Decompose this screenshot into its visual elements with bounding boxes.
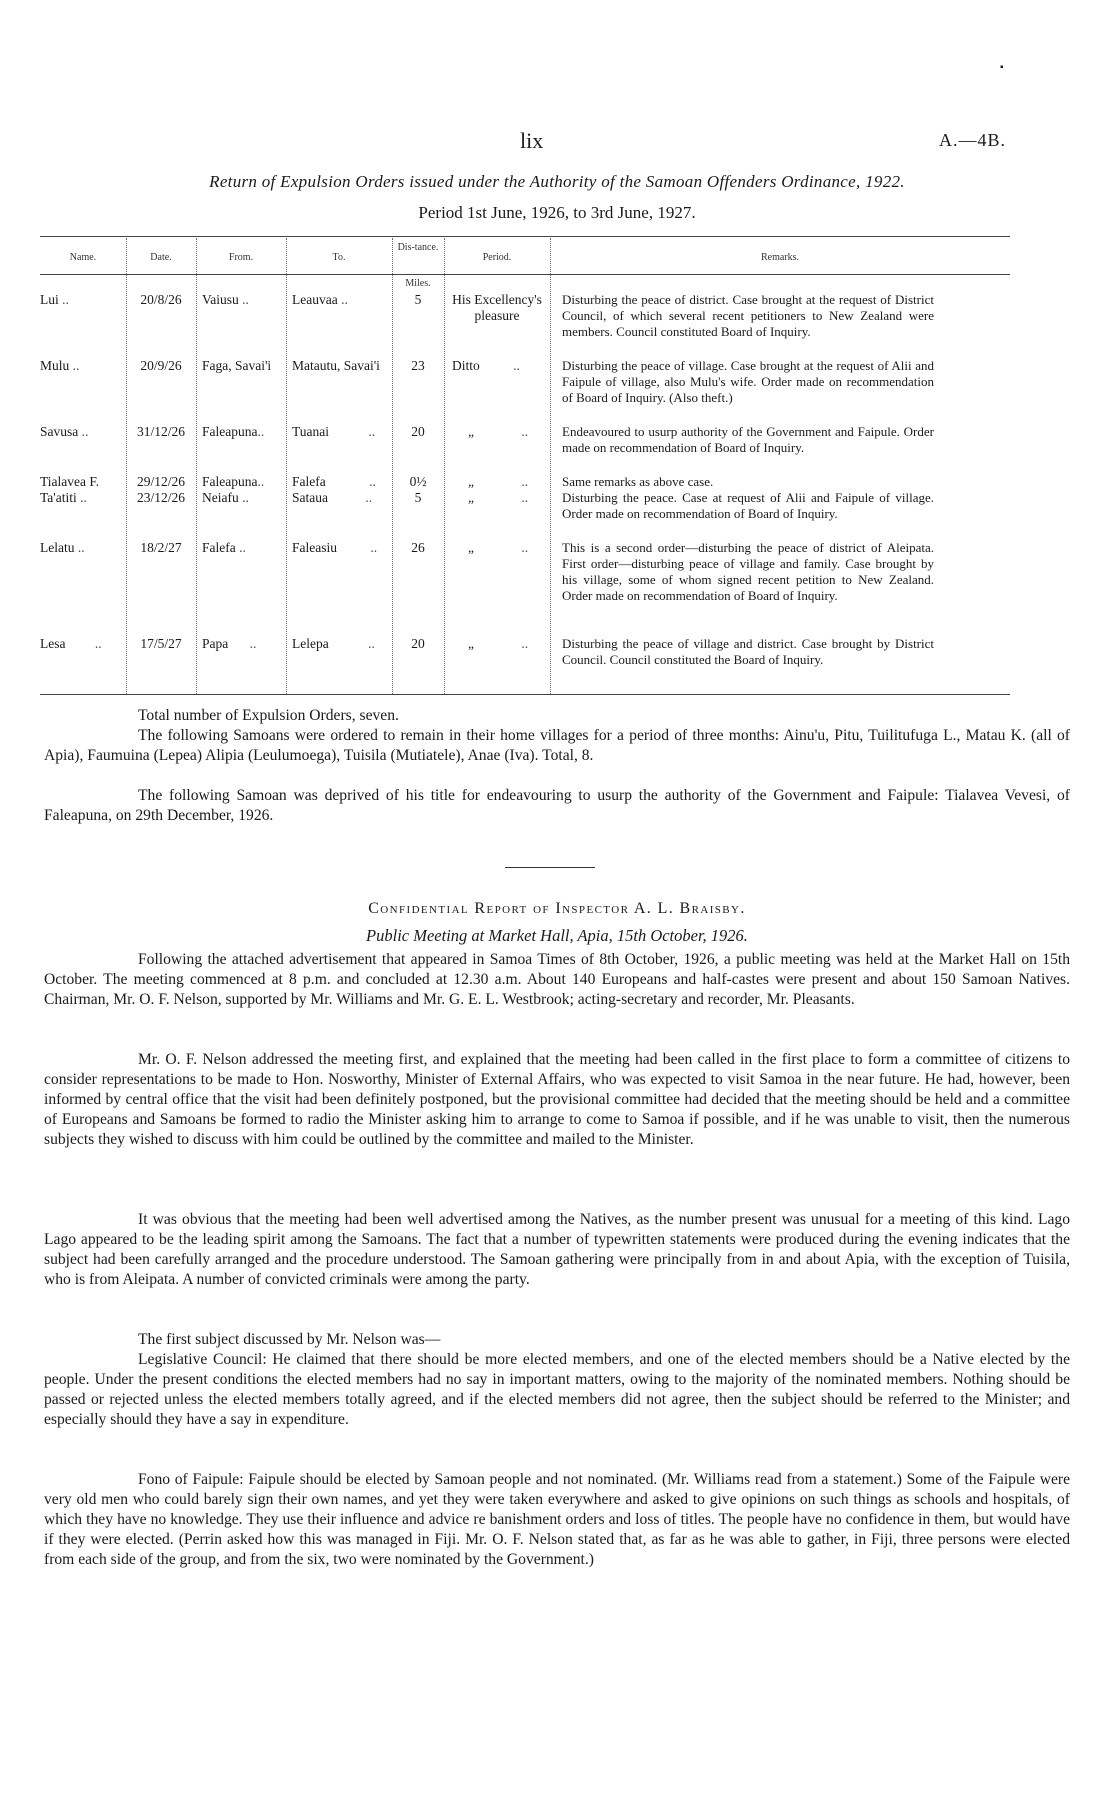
column-divider bbox=[286, 238, 287, 694]
summary-remain: The following Samoans were ordered to remain in their home villages for a period of three months: Ainu'u, Pitu, Tuilitufuga L., Matau K. (all of Apia), Faumuina (Lepea) Alipia (Leulumoega), Tuisila (Mutiatele), Anae (Iva). Total, 8. bbox=[44, 727, 1070, 764]
cell-to: Matautu, Savai'i bbox=[292, 358, 380, 373]
column-divider bbox=[196, 238, 197, 694]
cell-from: Faleapuna.. bbox=[202, 474, 265, 489]
section-divider bbox=[505, 867, 595, 868]
cell-period: „ .. bbox=[468, 636, 529, 651]
report-paragraph: Mr. O. F. Nelson addressed the meeting first, and explained that the meeting had been called in the first place to form a committee of citizens to consider representations to be made to Hon. Nosworthy, Minister of External Affairs, who was expected to visit Samoa in the near future. He had, however, been informed by central office that the visit had been definitely postponed, but the provisional committee had decided that the meeting should be held and a committee of Europeans and Samoans be formed to radio the Minister asking him to arrange to come to Samoa if possible, and if he was unable to visit, then the numerous subjects they wished to discuss with him could be outlined by the committee and mailed to the Minister. bbox=[44, 1051, 1070, 1148]
cell-date: 31/12/26 bbox=[136, 424, 185, 439]
cell-remarks: Endeavoured to usurp authority of the Government and Faipule. Order made on recommendation of Board of Inquiry. bbox=[562, 424, 934, 455]
cell-distance: 20 bbox=[411, 636, 425, 651]
cell-period: „ .. bbox=[468, 424, 529, 439]
report-paragraph: Following the attached advertisement that appeared in Samoa Times of 8th October, 1926, a public meeting was held at the Market Hall on 15th October. The meeting commenced at 8 p.m. and concluded at 12.30 a.m. About 140 Europeans and half-castes were present and about 150 Samoan Natives. Chairman, Mr. O. F. Nelson, supported by Mr. Williams and Mr. G. E. L. Westbrook; acting-secretary and recorder, Mr. Pleasants. bbox=[44, 951, 1070, 1008]
cell-remarks: This is a second order—disturbing the peace of district of Aleipata. First order—disturbing peace of village and family. Case brought by his village, some of whom signed recent petition to New Zealand. Order made on recommendation of Board of Inquiry. bbox=[562, 540, 934, 603]
cell-remarks: Disturbing the peace of district. Case brought at the request of District Council, of which several recent petitioners to New Zealand were members. Council constituted Board of Inquiry. bbox=[562, 292, 934, 339]
cell-from: Neiafu .. bbox=[202, 490, 249, 505]
column-header-to: To. bbox=[332, 252, 346, 263]
column-header-distance: Dis-tance. bbox=[397, 242, 439, 253]
cell-period: „ .. bbox=[468, 474, 529, 489]
cell-date: 29/12/26 bbox=[136, 474, 185, 489]
cell-distance: 26 bbox=[411, 540, 425, 555]
cell-date: 18/2/27 bbox=[140, 540, 182, 555]
cell-name: Savusa .. bbox=[40, 424, 89, 439]
cell-to: Tuanai .. bbox=[292, 424, 376, 439]
cell-from: Vaiusu .. bbox=[202, 292, 249, 307]
column-header-name: Name. bbox=[69, 252, 97, 263]
cell-remarks: Disturbing the peace. Case at request of Alii and Faipule of village. Order made on recommendation of Board of Inquiry. bbox=[562, 490, 934, 521]
table-bottom-rule bbox=[40, 694, 1010, 695]
summary-deprived: The following Samoan was deprived of his title for endeavouring to usurp the authority of the Government and Faipule: Tialavea Vevesi, of Faleapuna, on 29th December, 1926. bbox=[44, 787, 1070, 824]
cell-name: Lui .. bbox=[40, 292, 69, 307]
cell-distance: 20 bbox=[411, 424, 425, 439]
cell-distance: 0½ bbox=[409, 474, 427, 489]
cell-from: Falefa .. bbox=[202, 540, 246, 555]
column-divider bbox=[550, 238, 551, 694]
report-paragraph: It was obvious that the meeting had been well advertised among the Natives, as the number present was unusual for a meeting of this kind. Lago Lago appeared to be the leading spirit among the Samoans. The fact that a number of typewritten statements were produced during the evening indicates that the subject had been carefully arranged and the procedure understood. The Samoan gathering were principally from in and about Apia, with the exception of Tuisila, who is from Aleipata. A number of convicted criminals were among the party. bbox=[44, 1211, 1070, 1288]
column-header-from: From. bbox=[228, 252, 254, 263]
cell-from: Papa .. bbox=[202, 636, 257, 651]
report-paragraph: Fono of Faipule: Faipule should be elected by Samoan people and not nominated. (Mr. Williams read from a statement.) Some of the Faipule were very old men who could barely sign their own names, and yet they were taken everywhere and asked to give opinions on such things as schools and hospitals, of which they have no knowledge. They use their influence and advice re banishment orders and loss of titles. The people have no confidence in them, but would have if they were elected. (Perrin asked how this was managed in Fiji. Mr. O. F. Nelson stated that, as far as he was able to gather, in Fiji, three persons were elected from each side of the group, and from the six, two were nominated by the Government.) bbox=[44, 1471, 1070, 1568]
cell-to: Lelepa .. bbox=[292, 636, 375, 651]
cell-to: Faleasiu .. bbox=[292, 540, 378, 555]
column-header-period: Period. bbox=[482, 252, 512, 263]
cell-period: Ditto .. bbox=[452, 358, 520, 373]
cell-to: Leauvaa .. bbox=[292, 292, 348, 307]
column-header-remarks: Remarks. bbox=[760, 252, 800, 263]
cell-name: Mulu .. bbox=[40, 358, 80, 373]
cell-distance: 23 bbox=[411, 358, 425, 373]
distance-unit: Miles. bbox=[405, 278, 431, 289]
cell-name: Tialavea F. bbox=[40, 474, 100, 489]
column-header-date: Date. bbox=[150, 252, 172, 263]
document-reference: A.—4B. bbox=[938, 130, 1006, 150]
column-divider bbox=[392, 238, 393, 694]
cell-remarks: Same remarks as above case. bbox=[562, 474, 714, 489]
report-paragraph: The first subject discussed by Mr. Nelson was— bbox=[138, 1331, 441, 1348]
cell-to: Sataua .. bbox=[292, 490, 373, 505]
cell-period: „ .. bbox=[468, 540, 529, 555]
cell-name: Lesa .. bbox=[40, 636, 102, 651]
summary-total: Total number of Expulsion Orders, seven. bbox=[138, 707, 399, 724]
cell-date: 20/8/26 bbox=[140, 292, 182, 307]
cell-period: „ .. bbox=[468, 490, 529, 505]
cell-from: Faleapuna.. bbox=[202, 424, 265, 439]
cell-distance: 5 bbox=[414, 292, 422, 307]
expulsion-orders-table bbox=[40, 236, 1010, 698]
report-subheading: Public Meeting at Market Hall, Apia, 15th October, 1926. bbox=[366, 926, 748, 945]
cell-name: Ta'atiti .. bbox=[40, 490, 87, 505]
cell-remarks: Disturbing the peace of village. Case brought at the request of Alii and Faipule of village, also Mulu's wife. Order made on recommendation of Board of Inquiry. (Also theft.) bbox=[562, 358, 934, 405]
cell-to: Falefa .. bbox=[292, 474, 376, 489]
report-paragraph: Legislative Council: He claimed that there should be more elected members, and one of the elected members should be a Native elected by the people. Under the present conditions the elected members had no say in important matters, owing to the majority of the nominated members. Nothing should be passed or rejected unless the elected members totally agreed, and if the elected members did not agree, then the subject should be referred to the Minister; and especially should they have a say in expenditure. bbox=[44, 1351, 1070, 1428]
page-number: lix bbox=[520, 128, 544, 153]
cell-date: 20/9/26 bbox=[140, 358, 182, 373]
period-line: Period 1st June, 1926, to 3rd June, 1927. bbox=[418, 203, 696, 222]
cell-date: 23/12/26 bbox=[136, 490, 185, 505]
page-title: Return of Expulsion Orders issued under the Authority of the Samoan Offenders Ordinance, 1922. bbox=[209, 172, 905, 191]
table-header-rule bbox=[40, 274, 1010, 275]
cell-date: 17/5/27 bbox=[140, 636, 182, 651]
cell-from: Faga, Savai'i bbox=[202, 358, 272, 373]
corner-mark: ▪ bbox=[1000, 62, 1004, 73]
cell-remarks: Disturbing the peace of village and district. Case brought by District Council. Council constituted the Board of Inquiry. bbox=[562, 636, 934, 667]
cell-period: His Excellency's pleasure bbox=[452, 292, 542, 323]
cell-distance: 5 bbox=[414, 490, 422, 505]
table-top-rule bbox=[40, 236, 1010, 237]
report-heading: Confidential Report of Inspector A. L. Braisby. bbox=[368, 900, 746, 917]
cell-name: Lelatu .. bbox=[40, 540, 85, 555]
